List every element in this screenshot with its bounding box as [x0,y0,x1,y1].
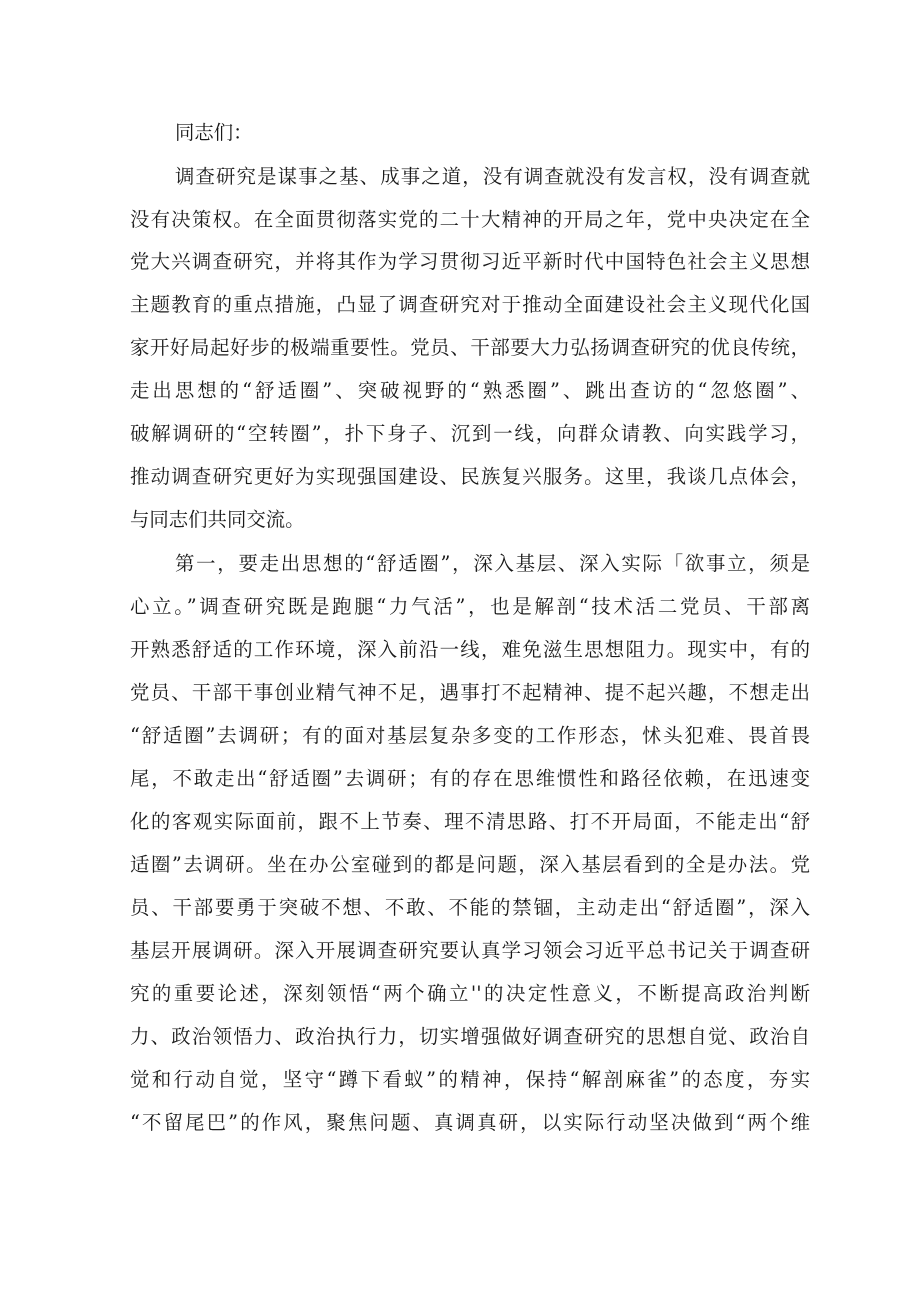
paragraph-line: 破解调研的“空转圈”，扑下身子、沉到一线，向群众请教、向实践学习， [130,422,810,445]
paragraph-line: 觉和行动自觉，坚守“蹲下看蚁”的精神，保持“解剖麻雀”的态度，夯实 [130,1068,810,1091]
paragraph-line: 力、政治领悟力、政治执行力，切实增强做好调查研究的思想自觉、政治自 [130,1025,810,1048]
paragraph-line: 主题教育的重点措施，凸显了调查研究对于推动全面建设社会主义现代化国 [130,293,810,316]
paragraph-line: 调查研究是谋事之基、成事之道，没有调查就没有发言权，没有调查就 [175,165,810,188]
paragraph-line: 心立。”调查研究既是跑腿“力气活”，也是解剖“技术活二党员、干部离 [130,595,810,618]
paragraph-line: 化的客观实际面前，跟不上节奏、理不清思路、打不开局面，不能走出“舒 [130,810,810,833]
paragraph-line: “不留尾巴”的作风，聚焦问题、真调真研，以实际行动坚决做到“两个维 [130,1111,810,1134]
paragraph-line: 第一，要走出思想的“舒适圈”，深入基层、深入实际「欲事立，须是 [175,552,810,575]
salutation: 同志们： [175,121,253,144]
paragraph-line: 走出思想的“舒适圈”、突破视野的“熟悉圈”、跳出查访的“忽悠圈”、 [130,379,810,402]
paragraph-line: “舒适圈”去调研；有的面对基层复杂多变的工作形态，怵头犯难、畏首畏 [130,724,810,747]
paragraph-line: 开熟悉舒适的工作环境，深入前沿一线，难免滋生思想阻力。现实中，有的 [130,638,810,661]
paragraph-line: 究的重要论述，深刻领悟“两个确立''的决定性意义，不断提高政治判断 [130,982,810,1005]
paragraph-line: 推动调查研究更好为实现强国建设、民族复兴服务。这里，我谈几点体会， [130,465,810,488]
paragraph-line: 没有决策权。在全面贯彻落实党的二十大精神的开局之年，党中央决定在全 [130,208,810,231]
paragraph-line: 尾，不敢走出“舒适圈”去调研；有的存在思维惯性和路径依赖，在迅速变 [130,767,810,790]
paragraph-line: 家开好局起好步的极端重要性。党员、干部要大力弘扬调查研究的优良传统， [130,336,810,359]
paragraph-line: 适圈”去调研。坐在办公室碰到的都是问题，深入基层看到的全是办法。党 [130,853,810,876]
paragraph-line: 党员、干部干事创业精气神不足，遇事打不起精神、提不起兴趣，不想走出 [130,681,810,704]
paragraph-line: 基层开展调研。深入开展调查研究要认真学习领会习近平总书记关于调查研 [130,939,810,962]
paragraph-line: 党大兴调查研究，并将其作为学习贯彻习近平新时代中国特色社会主义思想 [130,250,810,273]
paragraph-line: 员、干部要勇于突破不想、不敢、不能的禁锢，主动走出“舒适圈”，深入 [130,896,810,919]
paragraph-line: 与同志们共同交流。 [130,508,305,531]
